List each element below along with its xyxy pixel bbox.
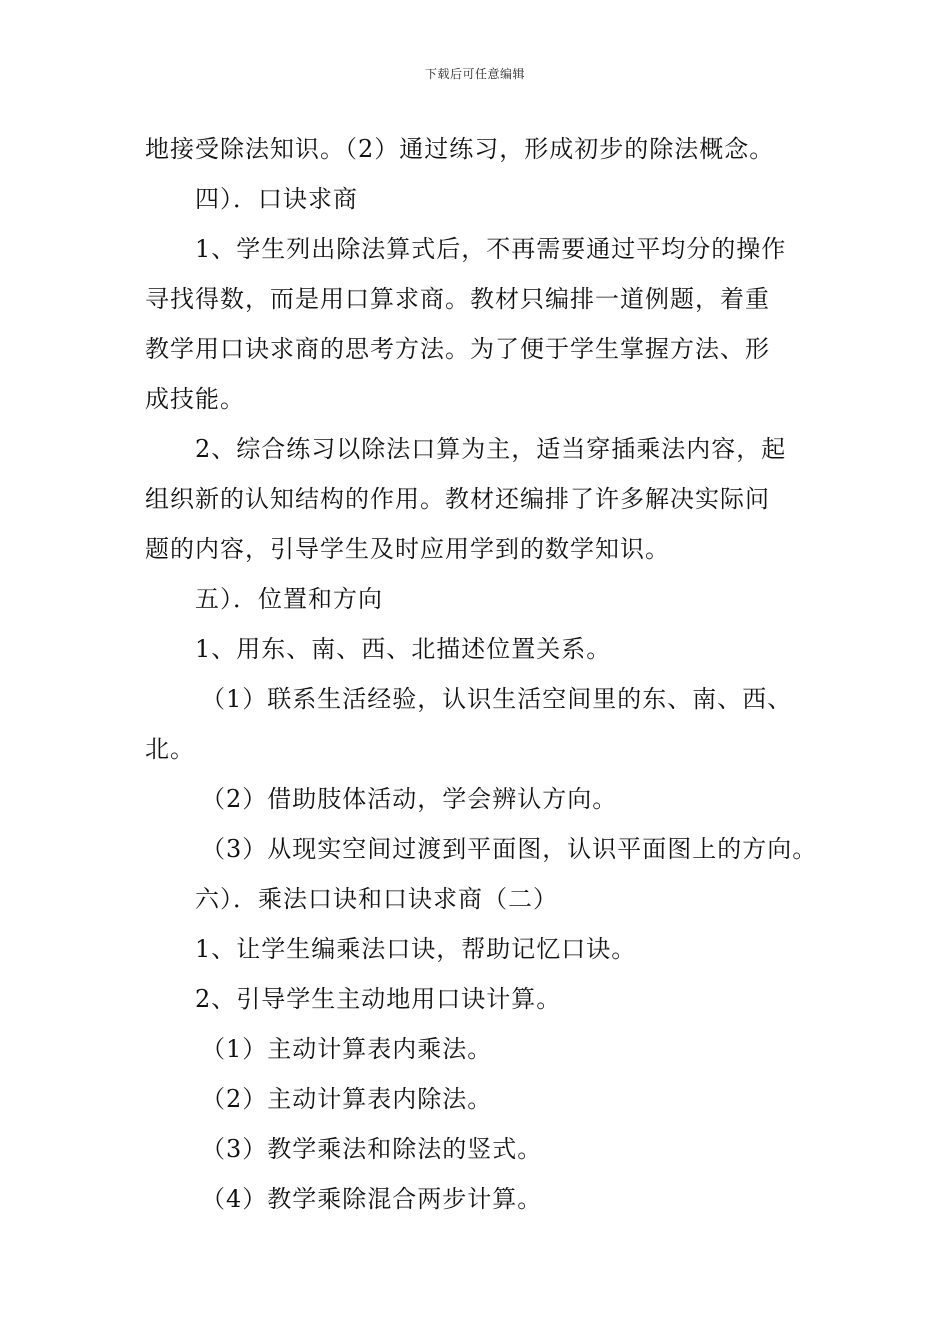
text-line: （4）教学乘除混合两步计算。 <box>201 1185 543 1213</box>
text-line: （3）从现实空间过渡到平面图，认识平面图上的方向。 <box>201 835 818 863</box>
text-line: 2、综合练习以除法口算为主，适当穿插乘法内容，起 <box>195 435 787 463</box>
text-line: （1）主动计算表内乘法。 <box>201 1035 493 1063</box>
text-line: 教学用口诀求商的思考方法。为了便于学生掌握方法、形 <box>145 335 770 363</box>
text-line: 2、引导学生主动地用口诀计算。 <box>195 985 562 1013</box>
text-line: （3）教学乘法和除法的竖式。 <box>201 1135 543 1163</box>
text-line: 组织新的认知结构的作用。教材还编排了许多解决实际问 <box>145 485 770 513</box>
section-heading: 六）．乘法口诀和口诀求商（二） <box>195 885 558 913</box>
text-line: 1、用东、南、西、北描述位置关系。 <box>195 635 612 663</box>
text-line: 地接受除法知识。（2）通过练习，形成初步的除法概念。 <box>145 135 775 163</box>
page-header: 下载后可任意编辑 <box>424 67 525 81</box>
text-line: 成技能。 <box>145 385 245 413</box>
text-line: （2）主动计算表内除法。 <box>201 1085 493 1113</box>
section-heading: 五）．位置和方向 <box>195 585 383 613</box>
text-line: （1）联系生活经验，认识生活空间里的东、南、西、 <box>201 685 793 713</box>
text-line: 题的内容，引导学生及时应用学到的数学知识。 <box>145 535 670 563</box>
text-line: 寻找得数，而是用口算求商。教材只编排一道例题，着重 <box>145 285 770 313</box>
text-line: 1、让学生编乘法口诀，帮助记忆口诀。 <box>195 935 637 963</box>
section-heading: 四）．口诀求商 <box>195 185 358 213</box>
text-line: 北。 <box>145 735 195 763</box>
text-line: 1、学生列出除法算式后，不再需要通过平均分的操作 <box>195 235 787 263</box>
text-line: （2）借助肢体活动，学会辨认方向。 <box>201 785 618 813</box>
document-body <box>145 124 818 1224</box>
